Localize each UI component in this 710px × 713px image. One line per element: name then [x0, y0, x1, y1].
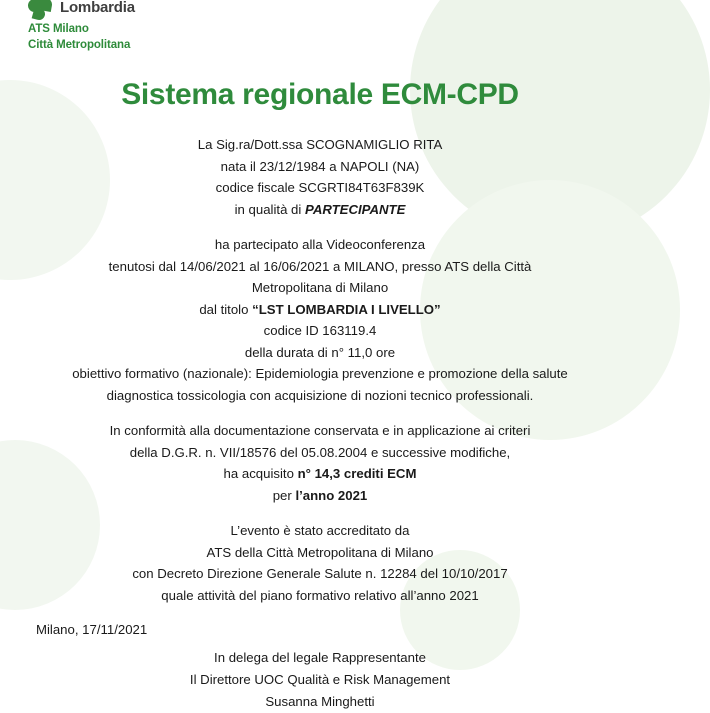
signature-delegation: In delega del legale Rappresentante [214, 650, 426, 665]
credits-acquired-prefix: ha acquisito [223, 466, 298, 481]
credits-conformity-line1: In conformità alla documentazione conservata e in applicazione ai criteri [109, 423, 531, 438]
credits-year-value: l’anno 2021 [295, 487, 368, 503]
place-and-date: Milano, 17/11/2021 [36, 622, 148, 637]
participant-role-prefix: in qualità di [234, 201, 305, 217]
event-duration: della durata di n° 11,0 ore [244, 344, 396, 360]
participant-role-line [0, 199, 640, 221]
logo-block [28, 0, 135, 52]
credits-year-line [0, 485, 640, 507]
participant-fiscal-code: codice fiscale SCGRTI84T63F839K [215, 180, 425, 195]
event-title: “LST LOMBARDIA I LIVELLO” [252, 301, 441, 317]
credits-acquired-line [0, 463, 640, 485]
page-title: Sistema regionale ECM-CPD [121, 78, 519, 111]
event-id: codice ID 163119.4 [263, 323, 377, 338]
credits-conformity-line2: della D.G.R. n. VII/18576 del 05.08.2004 e successive modifiche, [129, 444, 511, 460]
event-objective-line2: diagnostica tossicologia con acquisizione di nozioni tecnico professionali. [106, 387, 534, 403]
accreditation-line4: quale attività del piano formativo relativo all’anno 2021 [161, 587, 479, 603]
event-title-line [0, 299, 640, 321]
logo-row [28, 0, 135, 20]
participant-role: PARTECIPANTE [305, 201, 406, 217]
participant-birth: nata il 23/12/1984 a NAPOLI (NA) [220, 158, 420, 174]
lombardia-flower-icon [28, 0, 54, 20]
accreditation-block [0, 520, 640, 606]
region-name: Lombardia [60, 0, 135, 16]
certificate-body [0, 134, 640, 606]
participant-block [0, 134, 640, 220]
credits-acquired-value: n° 14,3 crediti ECM [297, 466, 417, 481]
event-location: Metropolitana di Milano [251, 280, 389, 295]
event-block [0, 234, 640, 406]
event-participation: ha partecipato alla Videoconferenza [214, 237, 426, 252]
accreditation-line3: con Decreto Direzione Generale Salute n. 12284 del 10/10/2017 [132, 566, 508, 581]
event-title-prefix: dal titolo [199, 301, 253, 317]
agency-name-line1: ATS Milano [28, 23, 89, 35]
signature-block [0, 647, 640, 713]
credits-year-prefix: per [272, 487, 296, 503]
accreditation-line2: ATS della Città Metropolitana di Milano [206, 544, 434, 560]
event-dates: tenutosi dal 14/06/2021 al 16/06/2021 a MILANO, presso ATS della Città [108, 258, 532, 274]
participant-name: La Sig.ra/Dott.ssa SCOGNAMIGLIO RITA [197, 137, 443, 152]
accreditation-line1: L’evento è stato accreditato da [230, 523, 410, 538]
agency-name-line2: Città Metropolitana [28, 39, 131, 51]
credits-block [0, 420, 640, 506]
event-objective-line1: obiettivo formativo (nazionale): Epidemiologia prevenzione e promozione della salute [72, 366, 568, 381]
signature-name: Susanna Minghetti [265, 694, 375, 709]
signature-role: Il Direttore UOC Qualità e Risk Management [189, 672, 451, 687]
